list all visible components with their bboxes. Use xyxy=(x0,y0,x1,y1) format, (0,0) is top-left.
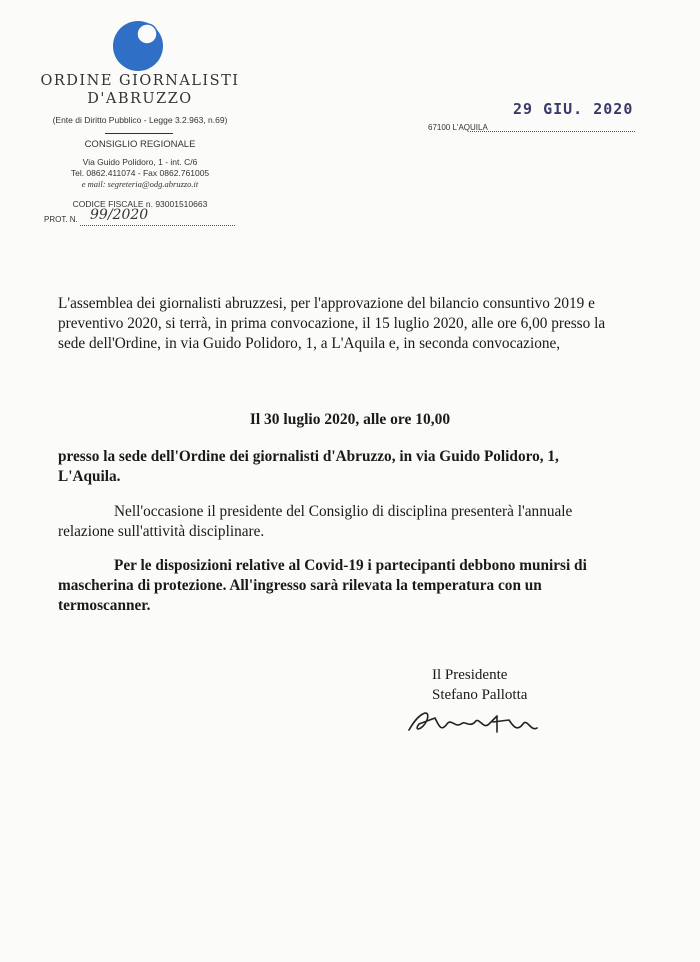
tel-fax: Tel. 0862.411074 - Fax 0862.761005 xyxy=(70,168,210,178)
handwritten-signature xyxy=(405,702,540,740)
paragraph-covid: Per le disposizioni relative al Covid-19 i partecipanti debbono munirsi di mascherina di protezione. All'ingresso sarà rilevata la temperatura con un termoscanner. xyxy=(58,557,587,614)
consiglio-label: CONSIGLIO REGIONALE xyxy=(84,139,196,150)
paragraph-convocation: L'assemblea dei giornalisti abruzzesi, per l'approvazione del bilancio consuntivo 2019 e preventivo 2020, si terrà, in prima convocazione, il 15 luglio 2020, alle ore 6,00 presso la sede dell'Ordine, in via Guido Polidoro, 1, a L'Aquila e, in seconda convocazione, xyxy=(58,295,606,352)
logo-icon xyxy=(112,20,164,72)
place: 67100 L'AQUILA xyxy=(428,123,488,132)
meeting-date: Il 30 luglio 2020, alle ore 10,00 xyxy=(249,411,451,428)
codice-fiscale: CODICE FISCALE n. 93001510663 xyxy=(72,199,208,209)
signature-block xyxy=(432,665,527,705)
paragraph-discipline: Nell'occasione il presidente del Consiglio di disciplina presenterà l'annuale relazione sull'attività disciplinare. xyxy=(58,503,573,540)
date-stamp: 29 GIU. 2020 xyxy=(513,100,634,118)
address: Via Guido Polidoro, 1 - int. C/6 xyxy=(82,157,198,167)
divider xyxy=(105,133,173,134)
president-name: Stefano Pallotta xyxy=(432,687,528,703)
prot-label: PROT. N. xyxy=(44,215,78,224)
prot-number: 99/2020 xyxy=(90,207,149,223)
paragraph-venue: presso la sede dell'Ordine dei giornalisti d'Abruzzo, in via Guido Polidoro, 1, L'Aquila. xyxy=(58,448,559,485)
place-dotted-line xyxy=(470,131,635,132)
org-name: ORDINE GIORNALISTI xyxy=(40,73,240,89)
org-region: D'ABRUZZO xyxy=(87,91,193,107)
ente-note: (Ente di Diritto Pubblico - Legge 3.2.963, n.69) xyxy=(52,115,228,125)
prot-dotted-line xyxy=(80,225,235,226)
president-title: Il Presidente xyxy=(432,667,508,683)
email: e mail: segreteria@odg.abruzzo.it xyxy=(81,179,199,189)
